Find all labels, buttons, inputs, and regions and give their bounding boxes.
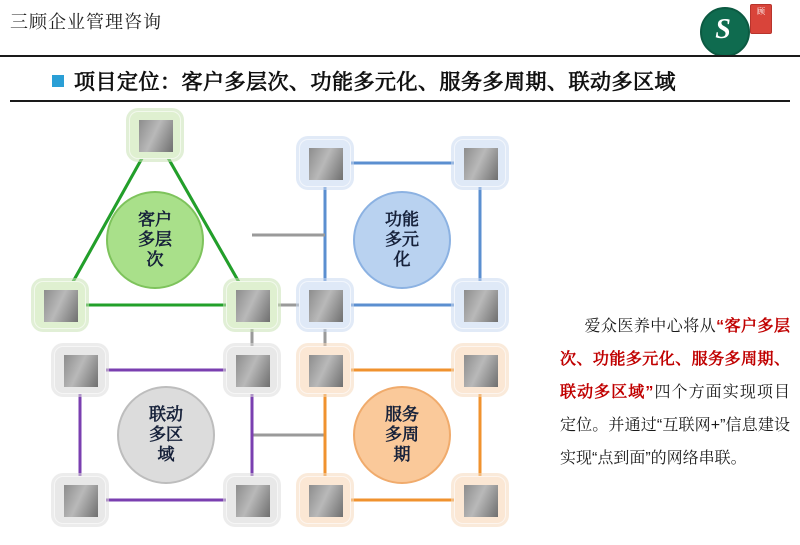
quote-open: “ <box>716 318 725 335</box>
photo-node <box>54 476 106 524</box>
photo-thumbnail-icon <box>464 290 498 322</box>
node-label-line: 多周 <box>385 424 419 444</box>
node-customer-multilevel[interactable] <box>106 191 204 289</box>
node-label-line: 服务 <box>385 404 419 424</box>
photo-node <box>299 281 351 329</box>
photo-thumbnail-icon <box>236 355 270 387</box>
description-paragraph <box>560 310 790 475</box>
node-label-line: 联动 <box>149 404 183 424</box>
photo-thumbnail-icon <box>139 120 173 152</box>
photo-node <box>299 139 351 187</box>
square-bullet-icon <box>52 75 64 87</box>
photo-thumbnail-icon <box>309 290 343 322</box>
photo-thumbnail-icon <box>464 148 498 180</box>
photo-thumbnail-icon <box>309 485 343 517</box>
photo-node <box>129 111 181 159</box>
heading-divider <box>10 100 790 102</box>
photo-thumbnail-icon <box>44 290 78 322</box>
photo-thumbnail-icon <box>64 355 98 387</box>
section-heading-text: 项目定位：客户多层次、功能多元化、服务多周期、联动多区域 <box>74 71 676 94</box>
paragraph-rest: 四个方面实现项目定位。并通过“互联网+”信息建设实现“点到面”的网络串联。 <box>560 384 790 467</box>
photo-node <box>454 139 506 187</box>
node-linkage-multiregion[interactable] <box>117 386 215 484</box>
quote-close: ” <box>645 384 654 401</box>
node-label-line: 多区 <box>149 424 183 444</box>
slide-header <box>0 0 800 58</box>
node-label-line: 域 <box>157 445 175 465</box>
section-heading <box>52 66 676 96</box>
node-label-line: 次 <box>146 250 164 270</box>
photo-thumbnail-icon <box>236 485 270 517</box>
photo-node <box>54 346 106 394</box>
photo-node <box>299 476 351 524</box>
company-logo <box>700 4 772 54</box>
photo-node <box>226 281 278 329</box>
company-name: 三顾企业管理咨询 <box>10 12 162 32</box>
node-label-line: 化 <box>393 250 411 270</box>
paragraph-emphasis: 客户多层次、功能多元化、服务多周期、联动多区域 <box>560 318 790 401</box>
photo-thumbnail-icon <box>309 355 343 387</box>
paragraph-intro: 爱众医养中心将从 <box>584 318 717 335</box>
logo-seal-icon: 顾 <box>750 4 772 34</box>
header-divider <box>0 55 800 57</box>
photo-node <box>454 346 506 394</box>
photo-node <box>454 476 506 524</box>
photo-thumbnail-icon <box>236 290 270 322</box>
photo-thumbnail-icon <box>464 485 498 517</box>
node-service-multicycle[interactable] <box>353 386 451 484</box>
photo-node <box>226 476 278 524</box>
photo-node <box>299 346 351 394</box>
node-function-diversified[interactable] <box>353 191 451 289</box>
positioning-diagram <box>20 105 550 540</box>
photo-node <box>34 281 86 329</box>
photo-thumbnail-icon <box>309 148 343 180</box>
photo-node <box>454 281 506 329</box>
photo-thumbnail-icon <box>464 355 498 387</box>
node-label-line: 客户 <box>138 209 172 229</box>
node-label-line: 功能 <box>385 209 419 229</box>
photo-thumbnail-icon <box>64 485 98 517</box>
photo-node <box>226 346 278 394</box>
node-label-line: 多元 <box>385 229 419 249</box>
node-label-line: 期 <box>393 445 411 465</box>
node-label-line: 多层 <box>138 229 172 249</box>
logo-letter: S <box>715 14 731 45</box>
